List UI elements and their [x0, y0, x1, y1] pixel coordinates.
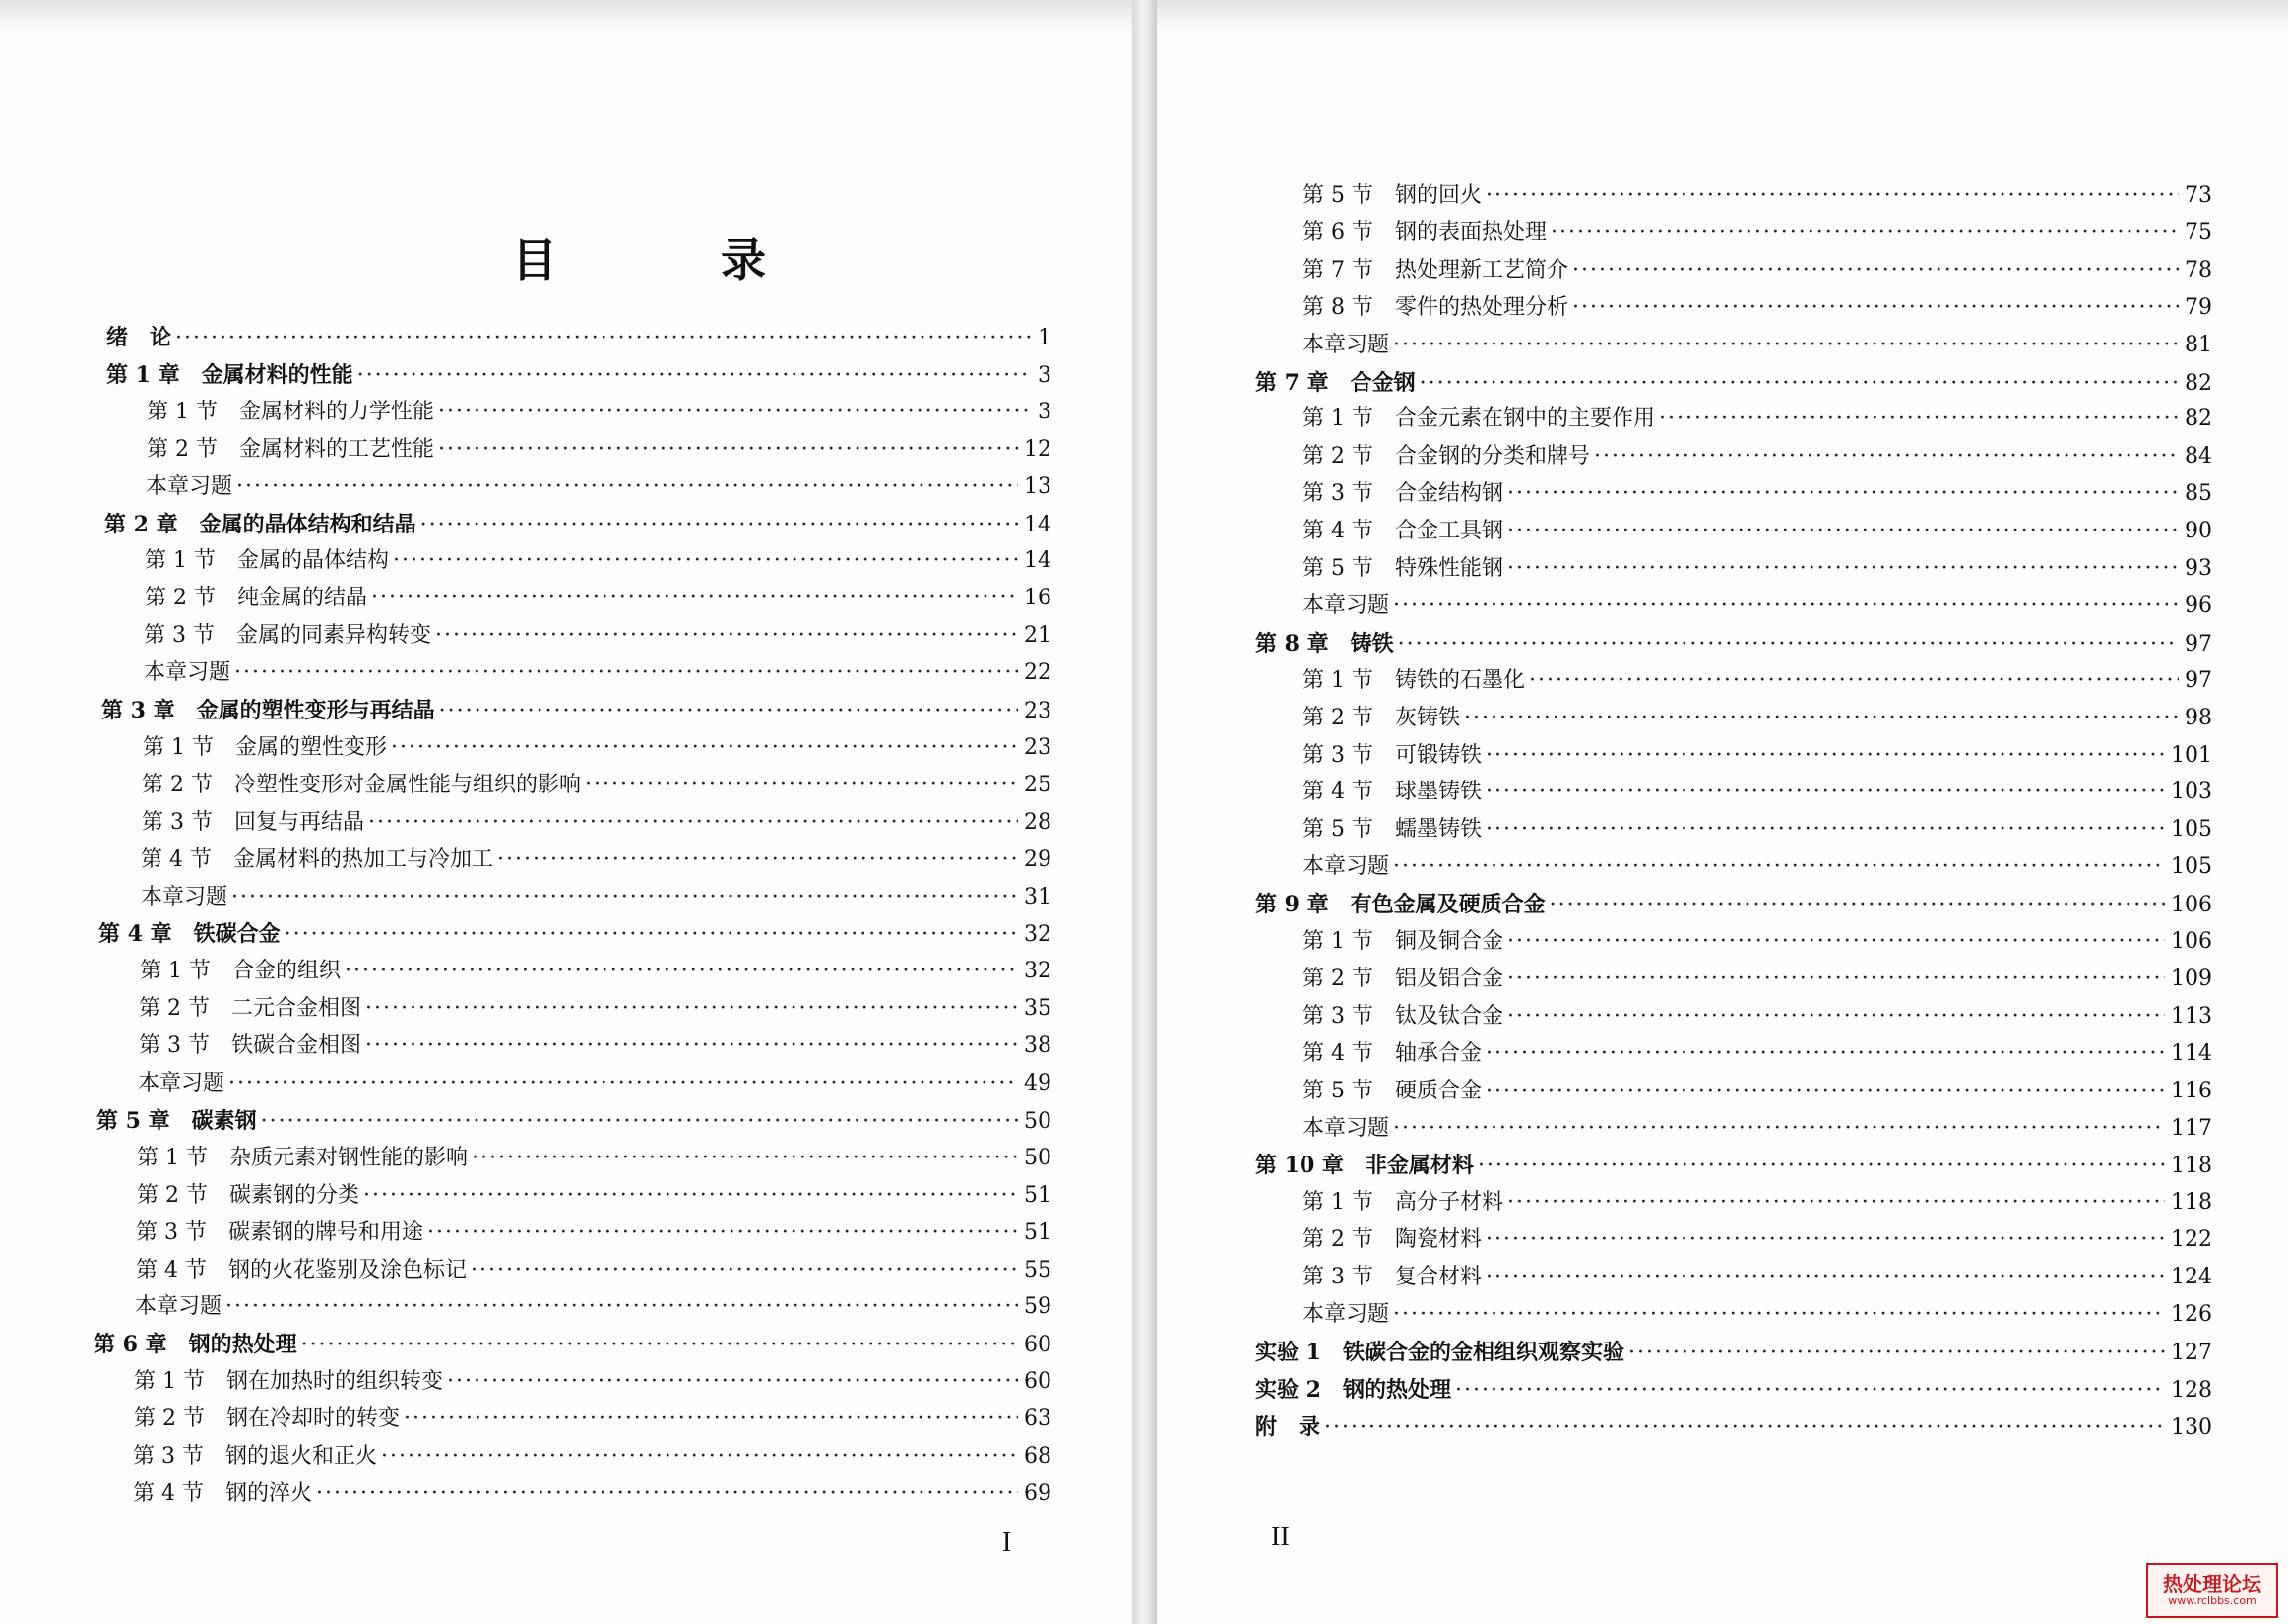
toc-page-number: 127	[2171, 1340, 2212, 1365]
toc-entry-title: 本章习题	[1303, 332, 1390, 357]
toc-section-entry	[134, 1406, 1051, 1432]
right-page	[1157, 0, 2288, 1624]
dot-leader	[1486, 743, 2165, 769]
toc-entry-title: 本章习题	[144, 660, 231, 686]
dot-leader	[1507, 929, 2165, 955]
toc-section-entry	[1303, 1116, 2212, 1142]
toc-page-number: 73	[2185, 183, 2212, 208]
toc-entry-title: 第 2 节 纯金属的结晶	[145, 586, 367, 611]
dot-leader	[1594, 444, 2179, 469]
toc-page-number: 122	[2171, 1227, 2212, 1253]
toc-entry-title: 第 3 节 钢的退火和正火	[133, 1444, 377, 1468]
toc-entry-title: 第 7 章 合金钢	[1255, 369, 1416, 396]
toc-page-number: 79	[2185, 294, 2212, 320]
dot-leader	[236, 474, 1018, 500]
toc-page-number: 38	[1024, 1033, 1051, 1059]
toc-entry-title: 本章习题	[1303, 1302, 1390, 1327]
toc-page-number: 25	[1024, 772, 1051, 797]
dot-leader	[261, 1109, 1018, 1135]
toc-entry-title: 第 3 节 可锻铸铁	[1303, 742, 1482, 768]
toc-page-number: 101	[2171, 742, 2212, 768]
toc-entry-title: 本章习题	[138, 1071, 225, 1095]
watermark-stamp	[2146, 1563, 2278, 1618]
toc-page-number: 105	[2171, 854, 2212, 880]
dot-leader	[1486, 780, 2165, 805]
dot-leader	[438, 437, 1018, 463]
dot-leader	[404, 1406, 1018, 1432]
toc-entry-title: 第 2 节 二元合金相图	[139, 996, 361, 1022]
toc-page-number: 124	[2171, 1265, 2212, 1290]
toc-section-entry	[145, 586, 1051, 611]
toc-section-entry	[133, 1481, 1051, 1507]
toc-page-number: 51	[1024, 1219, 1051, 1245]
toc-entry-title: 第 5 节 硬质合金	[1303, 1078, 1482, 1103]
toc-section-entry	[1303, 668, 2212, 694]
page-edge-shadow	[1157, 0, 2288, 33]
toc-page-number: 130	[2171, 1414, 2212, 1440]
page-edge-shadow	[0, 0, 1132, 33]
toc-entry-title: 第 10 章 非金属材料	[1255, 1153, 1474, 1179]
toc-section-entry	[1303, 258, 2212, 283]
toc-section-entry	[137, 1183, 1051, 1209]
toc-page-number: 114	[2171, 1040, 2212, 1066]
toc-section-entry	[1303, 556, 2212, 582]
dot-leader	[1507, 519, 2179, 544]
toc-page-number: 23	[1024, 699, 1051, 723]
page-number-right: II	[1271, 1522, 1290, 1552]
dot-leader	[316, 1481, 1018, 1507]
dot-leader	[438, 400, 1032, 425]
toc-page-number: 16	[1024, 586, 1051, 611]
dot-leader	[1398, 632, 2179, 657]
toc-section-entry	[1303, 1302, 2212, 1328]
dot-leader	[1455, 1378, 2165, 1404]
toc-entry-title: 第 1 节 杂质元素对钢性能的影响	[137, 1145, 468, 1170]
toc-page-number: 31	[1024, 884, 1051, 909]
toc-entry-title: 本章习题	[141, 884, 228, 909]
toc-section-entry	[1303, 333, 2212, 358]
toc-page-number: 60	[1024, 1333, 1051, 1358]
dot-leader	[435, 623, 1018, 649]
toc-entry-title: 第 8 章 铸铁	[1255, 630, 1394, 656]
toc-entry-title: 第 2 章 金属的晶体结构和结晶	[104, 511, 416, 537]
dot-leader	[231, 885, 1018, 910]
toc-section-entry	[141, 847, 1051, 873]
toc-page-number: 85	[2185, 481, 2212, 507]
toc-entry-title: 绪 论	[106, 325, 172, 350]
dot-leader	[357, 363, 1032, 389]
dot-leader	[393, 548, 1018, 574]
toc-entry-title: 第 4 节 钢的火花鉴别及涂色标记	[136, 1257, 467, 1282]
toc-entry-title: 第 5 节 钢的回火	[1303, 183, 1482, 208]
toc-section-entry	[134, 1369, 1051, 1395]
dot-leader	[1507, 556, 2179, 582]
toc-section-entry	[144, 623, 1051, 649]
toc-section-entry	[1303, 1041, 2212, 1067]
toc-entry-title: 第 3 节 钛及钛合金	[1303, 1003, 1503, 1029]
toc-entry-title: 实验 1 铁碳合金的金相组织观察实验	[1255, 1339, 1624, 1365]
toc-title: 目 录	[512, 233, 825, 286]
toc-section-entry	[1303, 780, 2212, 805]
toc-page-number: 59	[1024, 1294, 1051, 1320]
toc-page-number: 84	[2185, 444, 2212, 469]
toc-page-number: 12	[1024, 436, 1051, 462]
toc-entry-title: 第 7 节 热处理新工艺简介	[1303, 257, 1568, 282]
toc-page-number: 63	[1024, 1406, 1051, 1432]
toc-entry-title: 第 8 节 零件的热处理分析	[1303, 294, 1568, 320]
toc-page-number: 55	[1024, 1257, 1051, 1282]
dot-leader	[427, 1220, 1018, 1246]
toc-page-number: 32	[1024, 959, 1051, 984]
toc-chapter-entry	[1255, 1153, 2212, 1178]
toc-page-number: 82	[2185, 406, 2212, 432]
toc-page-number: 81	[2185, 332, 2212, 357]
dot-leader	[345, 959, 1018, 984]
toc-page-number: 29	[1024, 846, 1051, 872]
toc-chapter-entry	[1255, 892, 2212, 917]
toc-page-number: 60	[1024, 1369, 1051, 1395]
dot-leader	[285, 922, 1018, 948]
toc-page-number: 98	[2185, 705, 2212, 730]
dot-leader	[1507, 1004, 2165, 1030]
dot-leader	[1550, 893, 2165, 918]
dot-leader	[1393, 1302, 2165, 1328]
toc-page-number: 75	[2185, 219, 2212, 245]
toc-section-entry	[1303, 967, 2212, 992]
toc-section-entry	[1303, 854, 2212, 880]
toc-page-number: 14	[1024, 512, 1051, 537]
book-gutter	[1132, 0, 1157, 1624]
toc-section-entry	[142, 810, 1051, 836]
dot-leader	[1486, 1079, 2165, 1104]
toc-page-number: 106	[2171, 929, 2212, 954]
toc-entry-title: 第 2 节 碳素钢的分类	[137, 1182, 359, 1208]
toc-page-number: 103	[2171, 780, 2212, 805]
watermark-url: www.rclbbs.com	[2168, 1594, 2256, 1607]
toc-entry-title: 本章习题	[146, 473, 233, 499]
dot-leader	[1464, 706, 2179, 731]
toc-entry-title: 第 1 章 金属材料的性能	[106, 361, 353, 388]
toc-entry-title: 第 2 节 合金钢的分类和牌号	[1303, 444, 1590, 469]
dot-leader	[1507, 967, 2165, 992]
toc-entry-title: 第 3 节 金属的同素异构转变	[144, 623, 431, 649]
dot-leader	[471, 1258, 1018, 1283]
toc-entry-title: 第 3 节 铁碳合金相图	[139, 1033, 361, 1059]
dot-leader	[1551, 220, 2179, 246]
toc-page-number: 97	[2185, 667, 2212, 693]
toc-entry-title: 本章习题	[1303, 593, 1390, 618]
toc-section-entry	[1303, 444, 2212, 469]
toc-entry-title: 第 2 节 钢在冷却时的转变	[134, 1406, 400, 1432]
dot-leader	[1486, 817, 2165, 843]
toc-page-number: 105	[2171, 817, 2212, 843]
toc-page-number: 96	[2185, 593, 2212, 618]
toc-section-entry	[1303, 295, 2212, 321]
toc-page-number: 49	[1024, 1071, 1051, 1095]
toc-page-number: 22	[1024, 660, 1051, 686]
toc-page-number: 51	[1024, 1182, 1051, 1208]
toc-entry-title: 第 1 节 高分子材料	[1303, 1190, 1503, 1216]
toc-section-entry	[1303, 481, 2212, 507]
toc-entry-title: 附 录	[1255, 1413, 1321, 1440]
toc-page-number: 69	[1024, 1480, 1051, 1506]
dot-leader	[472, 1146, 1018, 1171]
toc-page-number: 90	[2185, 519, 2212, 544]
toc-entry-title: 实验 2 钢的热处理	[1255, 1376, 1451, 1403]
toc-page-number: 126	[2171, 1302, 2212, 1327]
toc-page-number: 78	[2185, 257, 2212, 282]
toc-entry-title: 第 5 章 碳素钢	[96, 1107, 257, 1134]
toc-page-number: 50	[1024, 1108, 1051, 1134]
dot-leader	[1628, 1341, 2165, 1366]
toc-section-entry	[144, 660, 1051, 686]
toc-chapter-entry	[1255, 1414, 2212, 1440]
toc-section-entry	[142, 773, 1051, 798]
dot-leader	[439, 699, 1018, 724]
toc-page-number: 23	[1024, 734, 1051, 760]
toc-page-number: 14	[1024, 548, 1051, 574]
toc-entry-title: 第 2 节 冷塑性变形对金属性能与组织的影响	[142, 772, 581, 797]
dot-leader	[301, 1333, 1018, 1358]
toc-page-number: 106	[2171, 893, 2212, 918]
toc-entry-title: 第 6 章 钢的热处理	[94, 1332, 297, 1358]
dot-leader	[1393, 854, 2165, 880]
toc-page-number: 82	[2185, 370, 2212, 396]
toc-section-entry	[140, 959, 1051, 984]
toc-entry-title: 第 1 节 铸铁的石墨化	[1303, 667, 1525, 693]
toc-section-entry	[147, 437, 1051, 463]
dot-leader	[381, 1444, 1018, 1469]
dot-leader	[1393, 1116, 2165, 1142]
toc-page-number: 93	[2185, 556, 2212, 581]
toc-chapter-entry	[104, 512, 1051, 537]
toc-entry-title: 第 4 节 金属材料的热加工与冷加工	[141, 846, 493, 872]
toc-entry-title: 本章习题	[135, 1294, 222, 1320]
toc-section-entry	[147, 400, 1051, 425]
toc-entry-title: 第 2 节 陶瓷材料	[1303, 1227, 1482, 1253]
toc-entry-title: 第 1 节 合金的组织	[140, 959, 341, 984]
dot-leader	[175, 326, 1032, 351]
toc-section-entry	[1303, 519, 2212, 544]
toc-page-number: 1	[1038, 326, 1051, 350]
toc-chapter-entry	[101, 698, 1051, 723]
toc-page-number: 28	[1024, 809, 1051, 835]
toc-chapter-entry	[1255, 1340, 2212, 1365]
toc-section-entry	[136, 1258, 1051, 1283]
toc-entry-title: 第 5 节 蠕墨铸铁	[1303, 817, 1482, 843]
toc-entry-title: 第 4 章 铁碳合金	[98, 921, 281, 948]
toc-section-entry	[1303, 1079, 2212, 1104]
toc-entry-title: 第 4 节 钢的淬火	[133, 1480, 312, 1506]
toc-section-entry	[1303, 1190, 2212, 1216]
toc-section-entry	[1303, 220, 2212, 246]
toc-section-entry	[133, 1444, 1051, 1469]
toc-section-entry	[1303, 1004, 2212, 1030]
toc-section-entry	[1303, 743, 2212, 769]
dot-leader	[225, 1294, 1018, 1320]
toc-section-entry	[1303, 1265, 2212, 1290]
dot-leader	[1572, 295, 2179, 321]
dot-leader	[1507, 481, 2179, 507]
dot-leader	[1393, 333, 2179, 358]
toc-entry-title: 第 3 节 复合材料	[1303, 1265, 1482, 1290]
toc-section-entry	[138, 1071, 1051, 1096]
toc-entry-title: 第 3 节 回复与再结晶	[142, 809, 364, 835]
toc-chapter-entry	[96, 1108, 1051, 1134]
toc-entry-title: 本章习题	[1303, 854, 1390, 880]
toc-entry-title: 第 5 节 特殊性能钢	[1303, 556, 1503, 581]
dot-leader	[1420, 371, 2179, 397]
dot-leader	[1486, 1265, 2165, 1290]
dot-leader	[1393, 593, 2179, 619]
toc-page-number: 32	[1024, 922, 1051, 948]
dot-leader	[1572, 258, 2179, 283]
toc-entry-title: 第 4 节 轴承合金	[1303, 1040, 1482, 1066]
toc-section-entry	[1303, 817, 2212, 843]
toc-section-entry	[1303, 1227, 2212, 1253]
dot-leader	[1324, 1415, 2165, 1441]
toc-page-number: 3	[1038, 362, 1051, 388]
toc-page-number: 50	[1024, 1145, 1051, 1170]
toc-section-entry	[139, 1033, 1051, 1059]
toc-section-entry	[1303, 929, 2212, 955]
toc-entry-title: 第 9 章 有色金属及硬质合金	[1255, 892, 1546, 918]
dot-leader	[1486, 183, 2179, 209]
toc-page-number: 118	[2171, 1190, 2212, 1216]
toc-section-entry	[143, 735, 1051, 761]
dot-leader	[363, 1183, 1018, 1209]
toc-entry-title: 本章习题	[1303, 1115, 1390, 1141]
toc-page-number: 109	[2171, 966, 2212, 991]
toc-chapter-entry	[98, 921, 1051, 947]
toc-page-number: 116	[2171, 1078, 2212, 1103]
toc-entry-title: 第 3 节 合金结构钢	[1303, 481, 1503, 507]
toc-entry-title: 第 1 节 金属的晶体结构	[145, 548, 389, 574]
toc-page-number: 97	[2185, 631, 2212, 656]
toc-page-number: 21	[1024, 623, 1051, 649]
toc-page-number: 118	[2171, 1154, 2212, 1179]
toc-chapter-entry	[106, 362, 1051, 388]
dot-leader	[365, 996, 1018, 1022]
toc-entry-title: 第 1 节 金属材料的力学性能	[147, 399, 434, 424]
dot-leader	[497, 847, 1018, 873]
toc-entry-title: 第 3 节 碳素钢的牌号和用途	[136, 1219, 423, 1245]
toc-section-entry	[136, 1220, 1051, 1246]
toc-section-entry	[1303, 183, 2212, 209]
toc-entry-title: 第 1 节 钢在加热时的组织转变	[134, 1369, 443, 1395]
toc-entry-title: 第 1 节 铜及铜合金	[1303, 929, 1503, 954]
toc-entry-title: 第 3 章 金属的塑性变形与再结晶	[101, 698, 435, 723]
toc-section-entry	[1303, 706, 2212, 731]
toc-entry-title: 第 2 节 金属材料的工艺性能	[147, 436, 434, 462]
dot-leader	[1529, 668, 2179, 694]
toc-entry-title: 第 4 节 球墨铸铁	[1303, 780, 1482, 805]
dot-leader	[371, 586, 1018, 611]
toc-section-entry	[135, 1294, 1051, 1320]
toc-page-number: 3	[1038, 399, 1051, 424]
toc-entry-title: 第 1 节 金属的塑性变形	[143, 734, 387, 760]
toc-section-entry	[141, 885, 1051, 910]
dot-leader	[391, 735, 1018, 761]
toc-chapter-entry	[1255, 631, 2212, 656]
dot-leader	[368, 810, 1018, 836]
toc-entry-title: 第 2 节 铝及铝合金	[1303, 966, 1503, 991]
toc-page-number: 35	[1024, 996, 1051, 1022]
dot-leader	[1486, 1041, 2165, 1067]
page-number-left: I	[1002, 1528, 1012, 1558]
toc-chapter-entry	[1255, 1377, 2212, 1403]
dot-leader	[1486, 1227, 2165, 1253]
toc-page-number: 13	[1024, 473, 1051, 499]
toc-section-entry	[137, 1146, 1051, 1171]
toc-chapter-entry	[94, 1332, 1051, 1357]
dot-leader	[447, 1369, 1018, 1395]
toc-page-number: 113	[2171, 1003, 2212, 1029]
dot-leader	[420, 513, 1018, 538]
toc-page-number: 128	[2171, 1377, 2212, 1403]
watermark-title: 热处理论坛	[2163, 1572, 2261, 1595]
dot-leader	[234, 660, 1018, 686]
left-page	[0, 0, 1132, 1624]
dot-leader	[1478, 1154, 2165, 1179]
toc-section-entry	[145, 548, 1051, 574]
dot-leader	[365, 1033, 1018, 1059]
dot-leader	[1659, 406, 2179, 432]
toc-entry-title: 第 1 节 合金元素在钢中的主要作用	[1303, 406, 1655, 432]
toc-chapter-entry	[106, 325, 1051, 350]
toc-section-entry	[1303, 406, 2212, 432]
toc-section-entry	[146, 474, 1051, 500]
toc-chapter-entry	[1255, 370, 2212, 396]
toc-page-number: 68	[1024, 1444, 1051, 1468]
toc-section-entry	[1303, 593, 2212, 619]
toc-entry-title: 第 2 节 灰铸铁	[1303, 705, 1460, 730]
dot-leader	[585, 773, 1018, 798]
toc-page-number: 117	[2171, 1115, 2212, 1141]
dot-leader	[1507, 1190, 2165, 1216]
toc-entry-title: 第 4 节 合金工具钢	[1303, 519, 1503, 544]
toc-entry-title: 第 6 节 钢的表面热处理	[1303, 219, 1547, 245]
toc-section-entry	[139, 996, 1051, 1022]
dot-leader	[228, 1071, 1018, 1096]
